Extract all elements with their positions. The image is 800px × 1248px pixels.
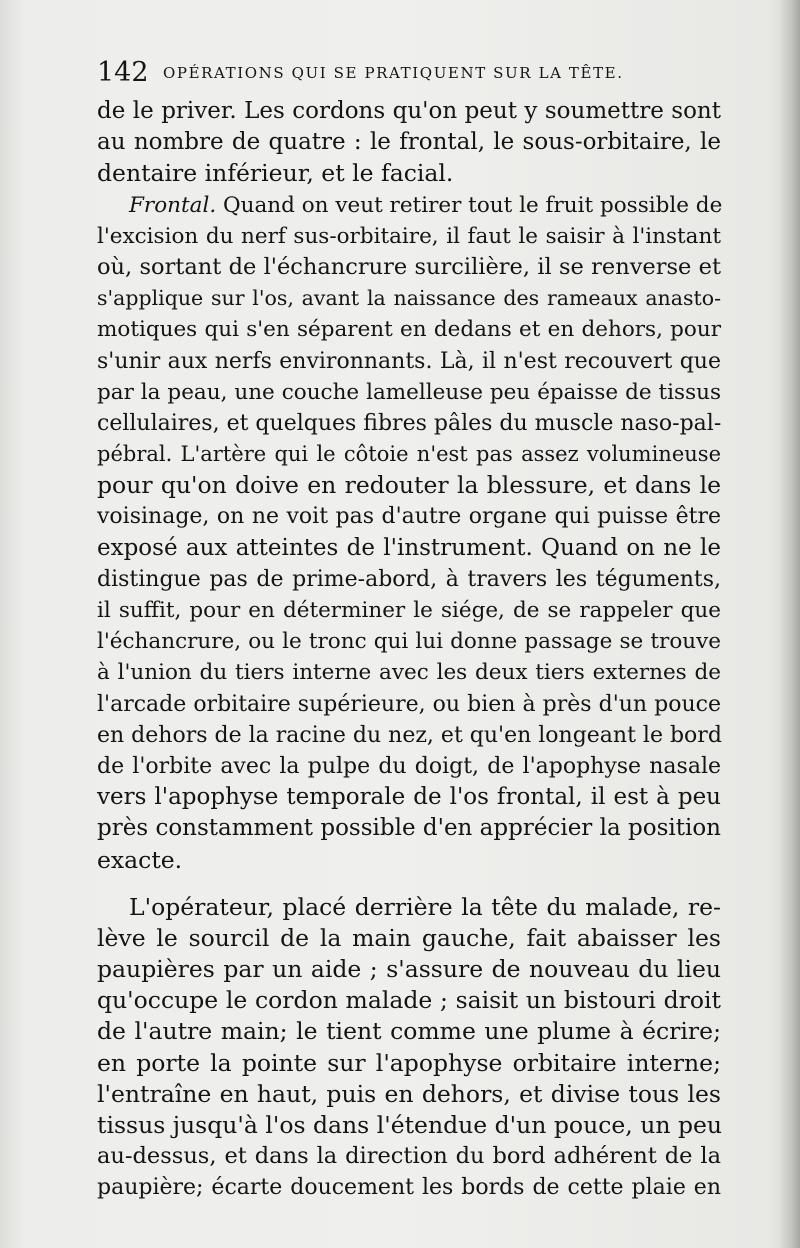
paragraph-3 <box>97 892 721 1204</box>
text-line: il suffit, pour en déterminer le siége, de se rappeler que <box>97 598 721 623</box>
text-line: s'applique sur l'os, avant la naissance des rameaux anasto- <box>97 286 721 311</box>
running-head: OPÉRATIONS QUI SE PRATIQUENT SUR LA TÊTE. <box>163 64 624 82</box>
text-line: lève le sourcil de la main gauche, fait abaisser les <box>97 923 721 952</box>
text-line: vers l'apophyse temporale de l'os frontal, il est à peu <box>97 784 721 811</box>
text-line: dentaire inférieur, et le facial. <box>97 159 454 188</box>
page-number: 142 <box>97 57 149 88</box>
text-line: au nombre de quatre : le frontal, le sous-orbitaire, le <box>97 129 721 156</box>
text-line: l'entraîne en haut, puis en dehors, et divise tous les <box>97 1079 721 1108</box>
text-line: qu'occupe le cordon malade ; saisit un bistouri droit <box>97 986 721 1015</box>
page-header <box>97 56 697 90</box>
text-line: de l'orbite avec la pulpe du doigt, de l'apophyse nasale <box>97 753 721 779</box>
page-gutter-shadow <box>778 0 800 1248</box>
text-line: exposé aux atteintes de l'instrument. Quand on ne le <box>97 534 721 561</box>
section-lead-word: Frontal. <box>129 192 217 218</box>
text-line <box>97 190 721 221</box>
text-line: voisinage, on ne voit pas d'autre organe qui puisse être <box>97 504 721 530</box>
text-line: en porte la pointe sur l'apophyse orbitaire interne; <box>97 1048 721 1077</box>
text-line: s'unir aux nerfs environnants. Là, il n'est recouvert que <box>97 348 721 374</box>
text-line: l'arcade orbitaire supérieure, ou bien à près d'un pouce <box>97 691 721 717</box>
text-line: l'échancrure, ou le tronc qui lui donne passage se trouve <box>97 629 721 655</box>
text-line: l'excision du nerf sus-orbitaire, il faut le saisir à l'instant <box>97 223 721 249</box>
text-line: motiques qui s'en séparent en dedans et en dehors, pour <box>97 317 721 343</box>
text-line: cellulaires, et quelques fibres pâles du muscle naso-pal- <box>97 410 722 436</box>
paragraph-2 <box>97 190 721 876</box>
text-line: près constamment possible d'en apprécier la position <box>97 815 721 842</box>
text-line: de le priver. Les cordons qu'on peut y soumettre sont <box>97 98 721 124</box>
text-line: au-dessus, et dans la direction du bord adhérent de la <box>97 1143 721 1170</box>
text-line: paupière; écarte doucement les bords de cette plaie en <box>97 1175 721 1201</box>
text-line: distingue pas de prime-abord, à travers les téguments, <box>97 566 721 592</box>
text-line: pour qu'on doive en redouter la blessure, et dans le <box>97 471 721 500</box>
text-line: en dehors de la racine du nez, et qu'en longeant le bord <box>97 722 722 748</box>
text-line: par la peau, une couche lamelleuse peu épaisse de tissus <box>97 379 721 405</box>
paragraph-1 <box>97 96 721 190</box>
text-line: exacte. <box>97 845 183 874</box>
text-line: tissus jusqu'à l'os dans l'étendue d'un pouce, un peu <box>97 1111 723 1139</box>
text-line: paupières par un aide ; s'assure de nouveau du lieu <box>97 955 721 984</box>
text-line: pébral. L'artère qui le côtoie n'est pas assez volumineuse <box>97 442 721 467</box>
text-line: où, sortant de l'échancrure surcilière, il se renverse et <box>97 253 721 280</box>
paragraph-spacer <box>97 876 721 892</box>
body-text <box>97 96 721 1204</box>
text-line: L'opérateur, placé derrière la tête du malade, re- <box>129 892 721 921</box>
text-line: à l'union du tiers interne avec les deux tiers externes de <box>97 660 721 686</box>
text-line: de l'autre main; le tient comme une plume à écrire; <box>97 1017 721 1046</box>
text-line-rest: Quand on veut retirer tout le fruit possible de <box>223 192 723 218</box>
